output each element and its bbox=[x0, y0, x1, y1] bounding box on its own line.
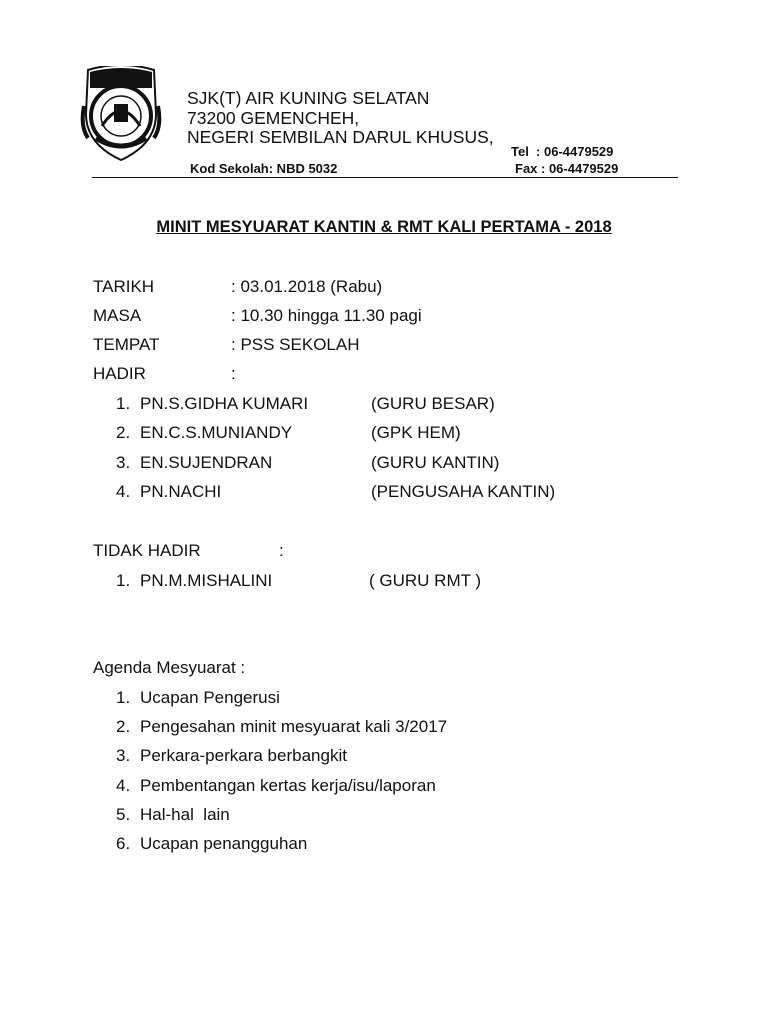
agenda-item-text: Perkara-perkara berbangkit bbox=[140, 746, 347, 765]
agenda-item-number: 1. bbox=[116, 688, 131, 707]
agenda-item-number: 3. bbox=[116, 746, 131, 765]
school-tel: Tel : 06-4479529 bbox=[511, 144, 614, 159]
hadir-item-name: PN.NACHI bbox=[140, 482, 222, 501]
tidak-hadir-item-number: 1. bbox=[116, 571, 131, 590]
agenda-item-text: Pembentangan kertas kerja/isu/laporan bbox=[140, 776, 436, 795]
detail-value-hadir: : bbox=[231, 364, 236, 383]
agenda-item-number: 4. bbox=[116, 776, 131, 795]
agenda-item-number: 5. bbox=[116, 805, 131, 824]
school-code: Kod Sekolah: NBD 5032 bbox=[190, 161, 338, 176]
school-name: SJK(T) AIR KUNING SELATAN bbox=[187, 88, 430, 108]
hadir-item-number: 1. bbox=[116, 394, 131, 413]
agenda-item-text: Ucapan Pengerusi bbox=[140, 688, 280, 707]
tidak-hadir-item-role: ( GURU RMT ) bbox=[369, 571, 482, 590]
school-fax: Fax : 06-4479529 bbox=[515, 161, 619, 176]
tidak-hadir-label: TIDAK HADIR bbox=[93, 541, 201, 560]
school-address-line2: NEGERI SEMBILAN DARUL KHUSUS, bbox=[187, 127, 494, 147]
detail-value-tempat: : PSS SEKOLAH bbox=[231, 335, 360, 354]
school-crest-logo bbox=[76, 66, 166, 164]
detail-label-masa: MASA bbox=[93, 306, 142, 325]
hadir-item-role: (GPK HEM) bbox=[371, 423, 461, 442]
school-address-line1: 73200 GEMENCHEH, bbox=[187, 108, 360, 128]
header-divider bbox=[92, 177, 678, 178]
detail-value-masa: : 10.30 hingga 11.30 pagi bbox=[231, 306, 422, 325]
agenda-item-text: Ucapan penangguhan bbox=[140, 834, 308, 853]
agenda-item-number: 6. bbox=[116, 834, 131, 853]
agenda-item-number: 2. bbox=[116, 717, 131, 736]
hadir-item-role: (PENGUSAHA KANTIN) bbox=[371, 482, 556, 501]
detail-label-tempat: TEMPAT bbox=[93, 335, 160, 354]
detail-label-tarikh: TARIKH bbox=[93, 277, 155, 296]
agenda-item-text: Pengesahan minit mesyuarat kali 3/2017 bbox=[140, 717, 448, 736]
hadir-item-name: PN.S.GIDHA KUMARI bbox=[140, 394, 309, 413]
hadir-item-role: (GURU KANTIN) bbox=[371, 453, 500, 472]
document-title: MINIT MESYUARAT KANTIN & RMT KALI PERTAMA - 2018 bbox=[156, 218, 612, 236]
hadir-item-role: (GURU BESAR) bbox=[371, 394, 495, 413]
hadir-item-name: EN.C.S.MUNIANDY bbox=[140, 423, 293, 442]
detail-label-hadir: HADIR bbox=[93, 364, 146, 383]
detail-value-tarikh: : 03.01.2018 (Rabu) bbox=[231, 277, 383, 296]
hadir-item-name: EN.SUJENDRAN bbox=[140, 453, 273, 472]
hadir-item-number: 4. bbox=[116, 482, 131, 501]
agenda-item-text: Hal-hal lain bbox=[140, 805, 230, 824]
tidak-hadir-colon: : bbox=[279, 541, 284, 560]
agenda-heading: Agenda Mesyuarat : bbox=[93, 658, 246, 677]
hadir-item-number: 2. bbox=[116, 423, 131, 442]
tidak-hadir-item-name: PN.M.MISHALINI bbox=[140, 571, 273, 590]
hadir-item-number: 3. bbox=[116, 453, 131, 472]
